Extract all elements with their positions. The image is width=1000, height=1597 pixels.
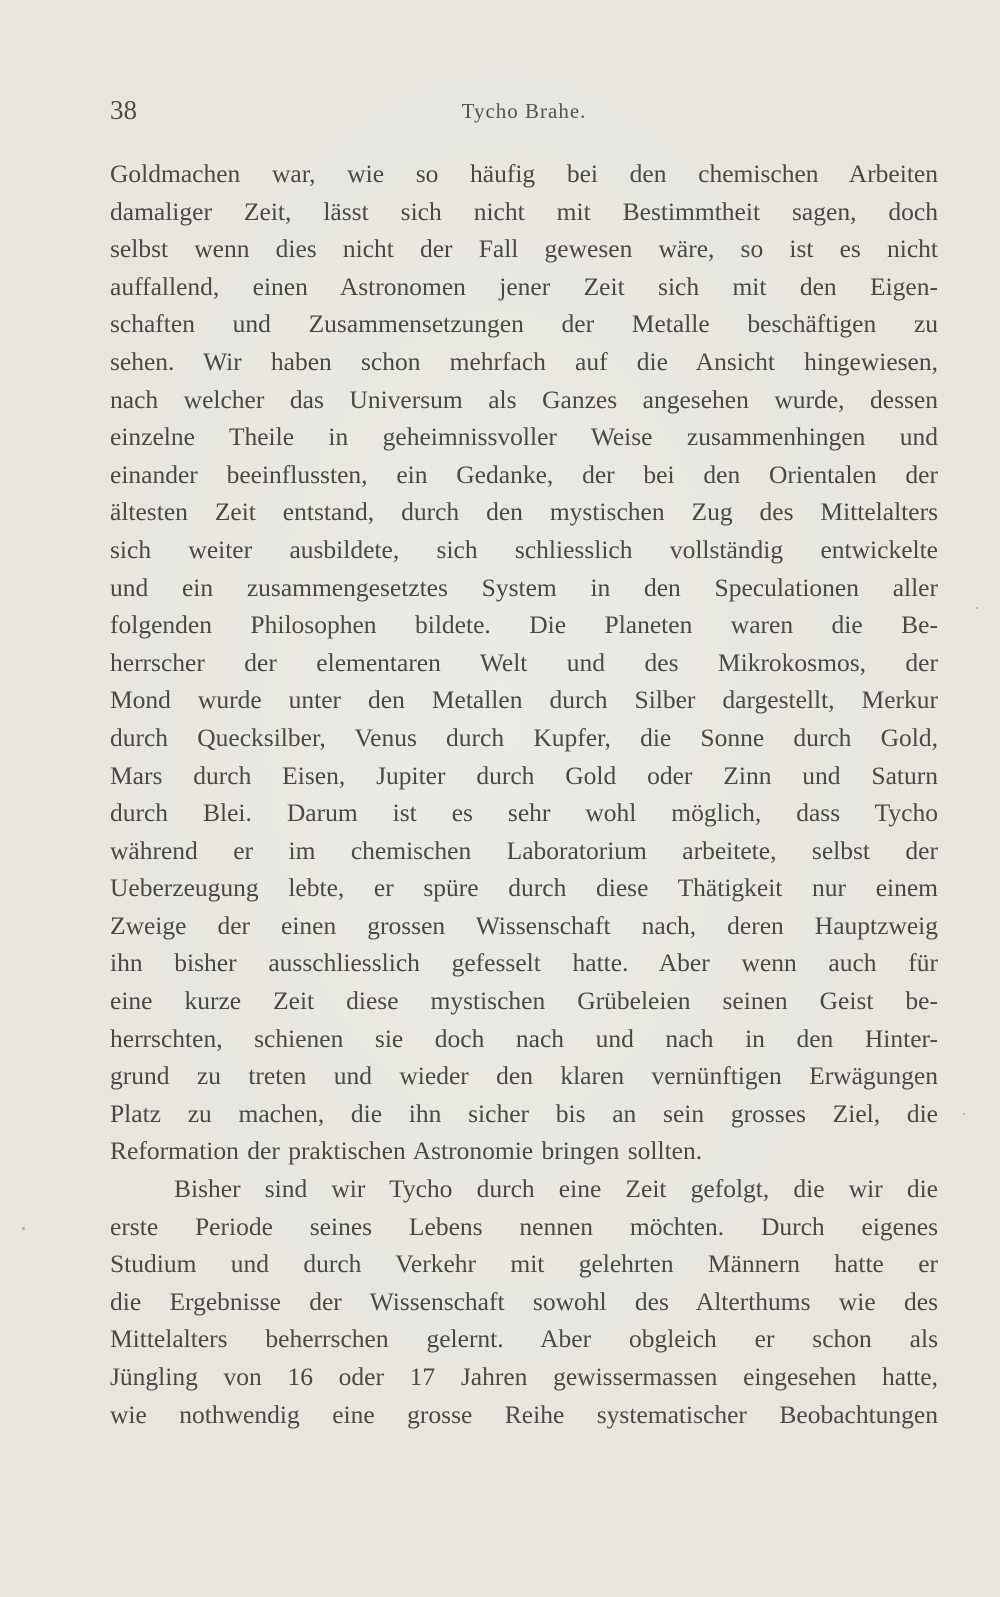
paper-speck (22, 1227, 25, 1230)
running-head: Tycho Brahe. (461, 99, 587, 123)
text-line: nach welcher das Universum als Ganzes angesehen wurde, dessen (110, 384, 938, 414)
text-line: ältesten Zeit entstand, durch den mystischen Zug des Mittelalters (110, 497, 938, 527)
text-line: folgenden Philosophen bildete. Die Planeten waren die Be- (110, 610, 938, 640)
text-line: Platz zu machen, die ihn sicher bis an sein grosses Ziel, die (110, 1098, 938, 1128)
text-line: Mittelalters beherrschen gelernt. Aber obgleich er schon als (110, 1324, 938, 1354)
text-line: Mars durch Eisen, Jupiter durch Gold oder Zinn und Saturn (110, 760, 938, 790)
text-line: herrschten, schienen sie doch nach und nach in den Hinter- (110, 1023, 938, 1053)
body-text (110, 155, 938, 1433)
text-line: durch Blei. Darum ist es sehr wohl möglich, dass Tycho (110, 798, 938, 828)
text-line: sich weiter ausbildete, sich schliesslich vollständig entwickelte (110, 534, 938, 564)
text-line: Reformation der praktischen Astronomie bringen sollten. (110, 1136, 703, 1166)
text-line: eine kurze Zeit diese mystischen Grübeleien seinen Geist be- (110, 986, 938, 1016)
paragraph-1 (110, 155, 938, 1170)
text-line: während er im chemischen Laboratorium arbeitete, selbst der (110, 835, 938, 865)
text-line: durch Quecksilber, Venus durch Kupfer, die Sonne durch Gold, (110, 722, 938, 752)
paper-speck (963, 1113, 965, 1115)
text-line: Zweige der einen grossen Wissenschaft nach, deren Hauptzweig (110, 910, 938, 940)
text-line: Ueberzeugung lebte, er spüre durch diese Thätigkeit nur einem (110, 873, 938, 903)
text-line: Jüngling von 16 oder 17 Jahren gewissermassen eingesehen hatte, (110, 1362, 938, 1391)
text-line: und ein zusammengesetztes System in den Speculationen aller (110, 572, 938, 602)
text-line: grund zu treten und wieder den klaren vernünftigen Erwägungen (110, 1061, 938, 1091)
text-line: erste Periode seines Lebens nennen möchten. Durch eigenes (110, 1211, 938, 1241)
text-line: Goldmachen war, wie so häufig bei den chemischen Arbeiten (110, 159, 938, 188)
text-line: auffallend, einen Astronomen jener Zeit sich mit den Eigen- (110, 271, 938, 301)
paper-speck (976, 607, 978, 609)
page-number: 38 (110, 95, 137, 125)
text-line: schaften und Zusammensetzungen der Metalle beschäftigen zu (110, 309, 938, 339)
page-header (110, 95, 938, 125)
text-line: ihn bisher ausschliesslich gefesselt hatte. Aber wenn auch für (110, 948, 938, 978)
text-line: die Ergebnisse der Wissenschaft sowohl des Alterthums wie des (110, 1286, 938, 1316)
text-line: Mond wurde unter den Metallen durch Silber dargestellt, Merkur (110, 685, 938, 715)
text-line: selbst wenn dies nicht der Fall gewesen wäre, so ist es nicht (110, 234, 938, 264)
paragraph-2 (110, 1170, 938, 1433)
text-line: Bisher sind wir Tycho durch eine Zeit gefolgt, die wir die (174, 1174, 938, 1204)
text-line: Studium und durch Verkehr mit gelehrten Männern hatte er (110, 1249, 938, 1279)
text-line: wie nothwendig eine grosse Reihe systematischer Beobachtungen (110, 1399, 938, 1429)
text-line: damaliger Zeit, lässt sich nicht mit Bestimmtheit sagen, doch (110, 196, 938, 226)
text-line: sehen. Wir haben schon mehrfach auf die Ansicht hingewiesen, (110, 346, 938, 376)
text-line: herrscher der elementaren Welt und des Mikrokosmos, der (110, 647, 938, 677)
text-line: einander beeinflussten, ein Gedanke, der bei den Orientalen der (110, 459, 938, 489)
text-line: einzelne Theile in geheimnissvoller Weise zusammenhingen und (110, 422, 938, 452)
